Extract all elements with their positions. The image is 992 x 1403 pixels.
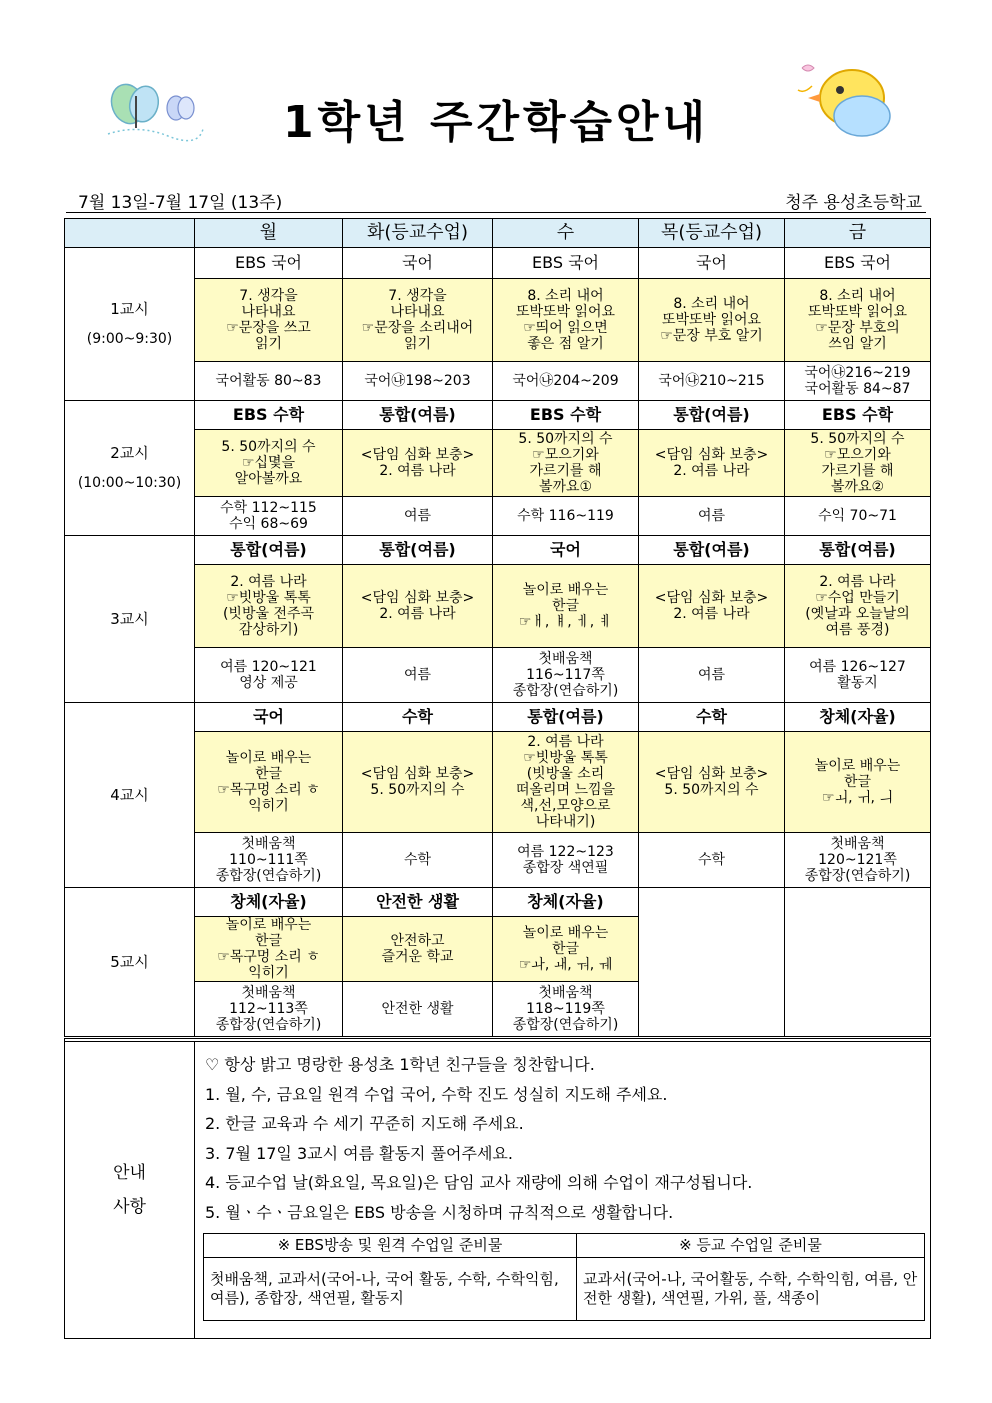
day-header: 목(등교수업) (639, 219, 785, 248)
period-name: 1교시 (110, 300, 149, 318)
pages-cell: 국어㉯204~209 (493, 362, 639, 401)
subject-cell: 국어 (639, 248, 785, 279)
pages-cell: 여름 120~121 영상 제공 (195, 648, 343, 703)
subject-cell: EBS 수학 (785, 401, 931, 430)
subject-cell: 수학 (343, 703, 493, 732)
activity-cell: 8. 소리 내어 또박또박 읽어요 ☞띄어 읽으면 좋은 점 알기 (493, 279, 639, 362)
supplies-school-title: ※ 등교 수업일 준비물 (577, 1234, 925, 1258)
period-label (65, 248, 195, 401)
subject-cell: EBS 수학 (493, 401, 639, 430)
notice-line: 4. 등교수업 날(화요일, 목요일)은 담임 교사 재량에 의해 수업이 재구성됩니다. (205, 1173, 753, 1192)
subject-cell: 국어 (195, 703, 343, 732)
supplies-school: 교과서(국어-나, 국어활동, 수학, 수학익힘, 여름, 안전한 생활), 색연필, 가위, 풀, 색종이 (577, 1258, 925, 1321)
subject-cell: EBS 국어 (195, 248, 343, 279)
pages-cell: 여름 (343, 648, 493, 703)
corner-cell (65, 219, 195, 248)
activity-cell: 2. 여름 나라 ☞빗방울 톡톡 (빗방울 전주곡 감상하기) (195, 565, 343, 648)
notice-label (65, 1042, 195, 1339)
day-header: 화(등교수업) (343, 219, 493, 248)
pages-cell: 수학 112~115 수익 68~69 (195, 497, 343, 536)
activity-cell: <담임 심화 보충> 5. 50까지의 수 (639, 732, 785, 833)
period-name: 3교시 (110, 610, 149, 628)
pages-cell: 여름 122~123 종합장 색연필 (493, 833, 639, 888)
header-divider (66, 212, 926, 213)
notice-line: 1. 월, 수, 금요일 원격 수업 국어, 수학 진도 성실히 지도해 주세요. (205, 1084, 668, 1104)
notice-row (65, 1042, 931, 1339)
period-4-subject-row (65, 703, 931, 732)
pages-cell: 첫배움책 110~111쪽 종합장(연습하기) (195, 833, 343, 888)
period-label (65, 536, 195, 703)
pages-cell: 수익 70~71 (785, 497, 931, 536)
day-header: 수 (493, 219, 639, 248)
subject-cell: EBS 국어 (493, 248, 639, 279)
notice-line: ♡ 항상 밝고 명랑한 용성초 1학년 친구들을 칭찬합니다. (205, 1055, 595, 1074)
activity-cell: <담임 심화 보충> 2. 여름 나라 (639, 430, 785, 497)
supplies-table (203, 1233, 925, 1321)
pages-cell: 여름 126~127 활동지 (785, 648, 931, 703)
supplies-header-row (204, 1234, 925, 1258)
notice-label-2: 사항 (113, 1197, 146, 1217)
pages-cell: 국어활동 80~83 (195, 362, 343, 401)
pages-cell: 수학 (343, 833, 493, 888)
period-3-activity-row (65, 565, 931, 648)
period-2-subject-row (65, 401, 931, 430)
week-period: 7월 13일-7월 17일 (13주) (78, 193, 283, 213)
pages-cell: 수학 116~119 (493, 497, 639, 536)
supplies-remote-title: ※ EBS방송 및 원격 수업일 준비물 (204, 1234, 577, 1258)
subject-cell: 통합(여름) (639, 401, 785, 430)
notice-line: 2. 한글 교육과 수 세기 꾸준히 지도해 주세요. (205, 1114, 524, 1133)
pages-cell: 첫배움책 112~113쪽 종합장(연습하기) (195, 982, 343, 1038)
supplies-content-row (204, 1258, 925, 1321)
period-name: 5교시 (110, 953, 149, 971)
subject-cell: 국어 (493, 536, 639, 565)
activity-cell: <담임 심화 보충> 2. 여름 나라 (639, 565, 785, 648)
empty-cell (785, 888, 931, 1038)
school-name: 청주 용성초등학교 (785, 193, 922, 213)
period-time: (9:00~9:30) (86, 331, 173, 347)
activity-cell: <담임 심화 보충> 2. 여름 나라 (343, 430, 493, 497)
period-name: 4교시 (110, 786, 149, 804)
weekly-schedule-table (64, 218, 931, 1339)
notice-line: 5. 월ㆍ수ㆍ금요일은 EBS 방송을 시청하며 규칙적으로 생활합니다. (205, 1202, 674, 1222)
notice-content (195, 1042, 931, 1339)
period-2-activity-row (65, 430, 931, 497)
pages-cell: 국어㉯210~215 (639, 362, 785, 401)
period-4-pages-row (65, 833, 931, 888)
subject-cell: 안전한 생활 (343, 888, 493, 917)
pages-cell: 국어㉯198~203 (343, 362, 493, 401)
period-label (65, 888, 195, 1038)
period-3-subject-row (65, 536, 931, 565)
pages-cell: 수학 (639, 833, 785, 888)
subject-cell: EBS 수학 (195, 401, 343, 430)
activity-cell: 놀이로 배우는 한글 ☞ㅐ, ㅒ, ㅔ, ㅖ (493, 565, 639, 648)
activity-cell: 안전하고 즐거운 학교 (343, 917, 493, 982)
period-1-subject-row (65, 248, 931, 279)
activity-cell: 놀이로 배우는 한글 ☞목구멍 소리 ㅎ 익히기 (195, 917, 343, 982)
period-label (65, 703, 195, 888)
activity-cell: <담임 심화 보충> 5. 50까지의 수 (343, 732, 493, 833)
pages-cell: 첫배움책 116~117쪽 종합장(연습하기) (493, 648, 639, 703)
pages-cell: 첫배움책 120~121쪽 종합장(연습하기) (785, 833, 931, 888)
day-header: 월 (195, 219, 343, 248)
period-1-activity-row (65, 279, 931, 362)
day-header: 금 (785, 219, 931, 248)
pages-cell: 여름 (639, 497, 785, 536)
supplies-remote: 첫배움책, 교과서(국어-나, 국어 활동, 수학, 수학익힘, 여름), 종합장, 색연필, 활동지 (204, 1258, 577, 1321)
subject-cell: 국어 (343, 248, 493, 279)
subject-cell: 통합(여름) (343, 536, 493, 565)
activity-cell: 5. 50까지의 수 ☞십몇을 알아볼까요 (195, 430, 343, 497)
page-title: 1학년 주간학습안내 (283, 97, 709, 148)
period-time: (10:00~10:30) (77, 475, 182, 491)
notice-line: 3. 7월 17일 3교시 여름 활동지 풀어주세요. (205, 1143, 513, 1163)
pages-cell: 첫배움책 118~119쪽 종합장(연습하기) (493, 982, 639, 1038)
activity-cell: 놀이로 배우는 한글 ☞ㅚ, ㅟ, ㅢ (785, 732, 931, 833)
period-name: 2교시 (110, 444, 149, 462)
period-3-pages-row (65, 648, 931, 703)
activity-cell: 7. 생각을 나타내요 ☞문장을 쓰고 읽기 (195, 279, 343, 362)
activity-cell: 5. 50까지의 수 ☞모으기와 가르기를 해 볼까요② (785, 430, 931, 497)
activity-cell: 놀이로 배우는 한글 ☞목구멍 소리 ㅎ 익히기 (195, 732, 343, 833)
subject-cell: 통합(여름) (785, 536, 931, 565)
pages-cell: 여름 (639, 648, 785, 703)
period-4-activity-row (65, 732, 931, 833)
subject-cell: 통합(여름) (343, 401, 493, 430)
subject-cell: 창체(자율) (493, 888, 639, 917)
pages-cell: 여름 (343, 497, 493, 536)
activity-cell: 놀이로 배우는 한글 ☞ㅘ, ㅙ, ㅝ, ㅞ (493, 917, 639, 982)
activity-cell: <담임 심화 보충> 2. 여름 나라 (343, 565, 493, 648)
period-2-pages-row (65, 497, 931, 536)
subject-cell: 통합(여름) (639, 536, 785, 565)
activity-cell: 8. 소리 내어 또박또박 읽어요 ☞문장 부호 알기 (639, 279, 785, 362)
period-1-pages-row (65, 362, 931, 401)
period-label (65, 401, 195, 536)
activity-cell: 8. 소리 내어 또박또박 읽어요 ☞문장 부호의 쓰임 알기 (785, 279, 931, 362)
pages-cell: 국어㉯216~219 국어활동 84~87 (785, 362, 931, 401)
subject-cell: EBS 국어 (785, 248, 931, 279)
period-5-subject-row (65, 888, 931, 917)
subject-cell: 창체(자율) (195, 888, 343, 917)
subject-cell: 창체(자율) (785, 703, 931, 732)
subject-cell: 수학 (639, 703, 785, 732)
subject-cell: 통합(여름) (493, 703, 639, 732)
notice-label-1: 안내 (113, 1163, 146, 1183)
activity-cell: 2. 여름 나라 ☞수업 만들기 (옛날과 오늘날의 여름 풍경) (785, 565, 931, 648)
day-header-row (65, 219, 931, 248)
activity-cell: 2. 여름 나라 ☞빗방울 톡톡 (빗방울 소리 떠올리며 느낌을 색,선,모양으로 나타내기) (493, 732, 639, 833)
subject-cell: 통합(여름) (195, 536, 343, 565)
pages-cell: 안전한 생활 (343, 982, 493, 1038)
empty-cell (639, 888, 785, 1038)
activity-cell: 5. 50까지의 수 ☞모으기와 가르기를 해 볼까요① (493, 430, 639, 497)
activity-cell: 7. 생각을 나타내요 ☞문장을 소리내어 읽기 (343, 279, 493, 362)
